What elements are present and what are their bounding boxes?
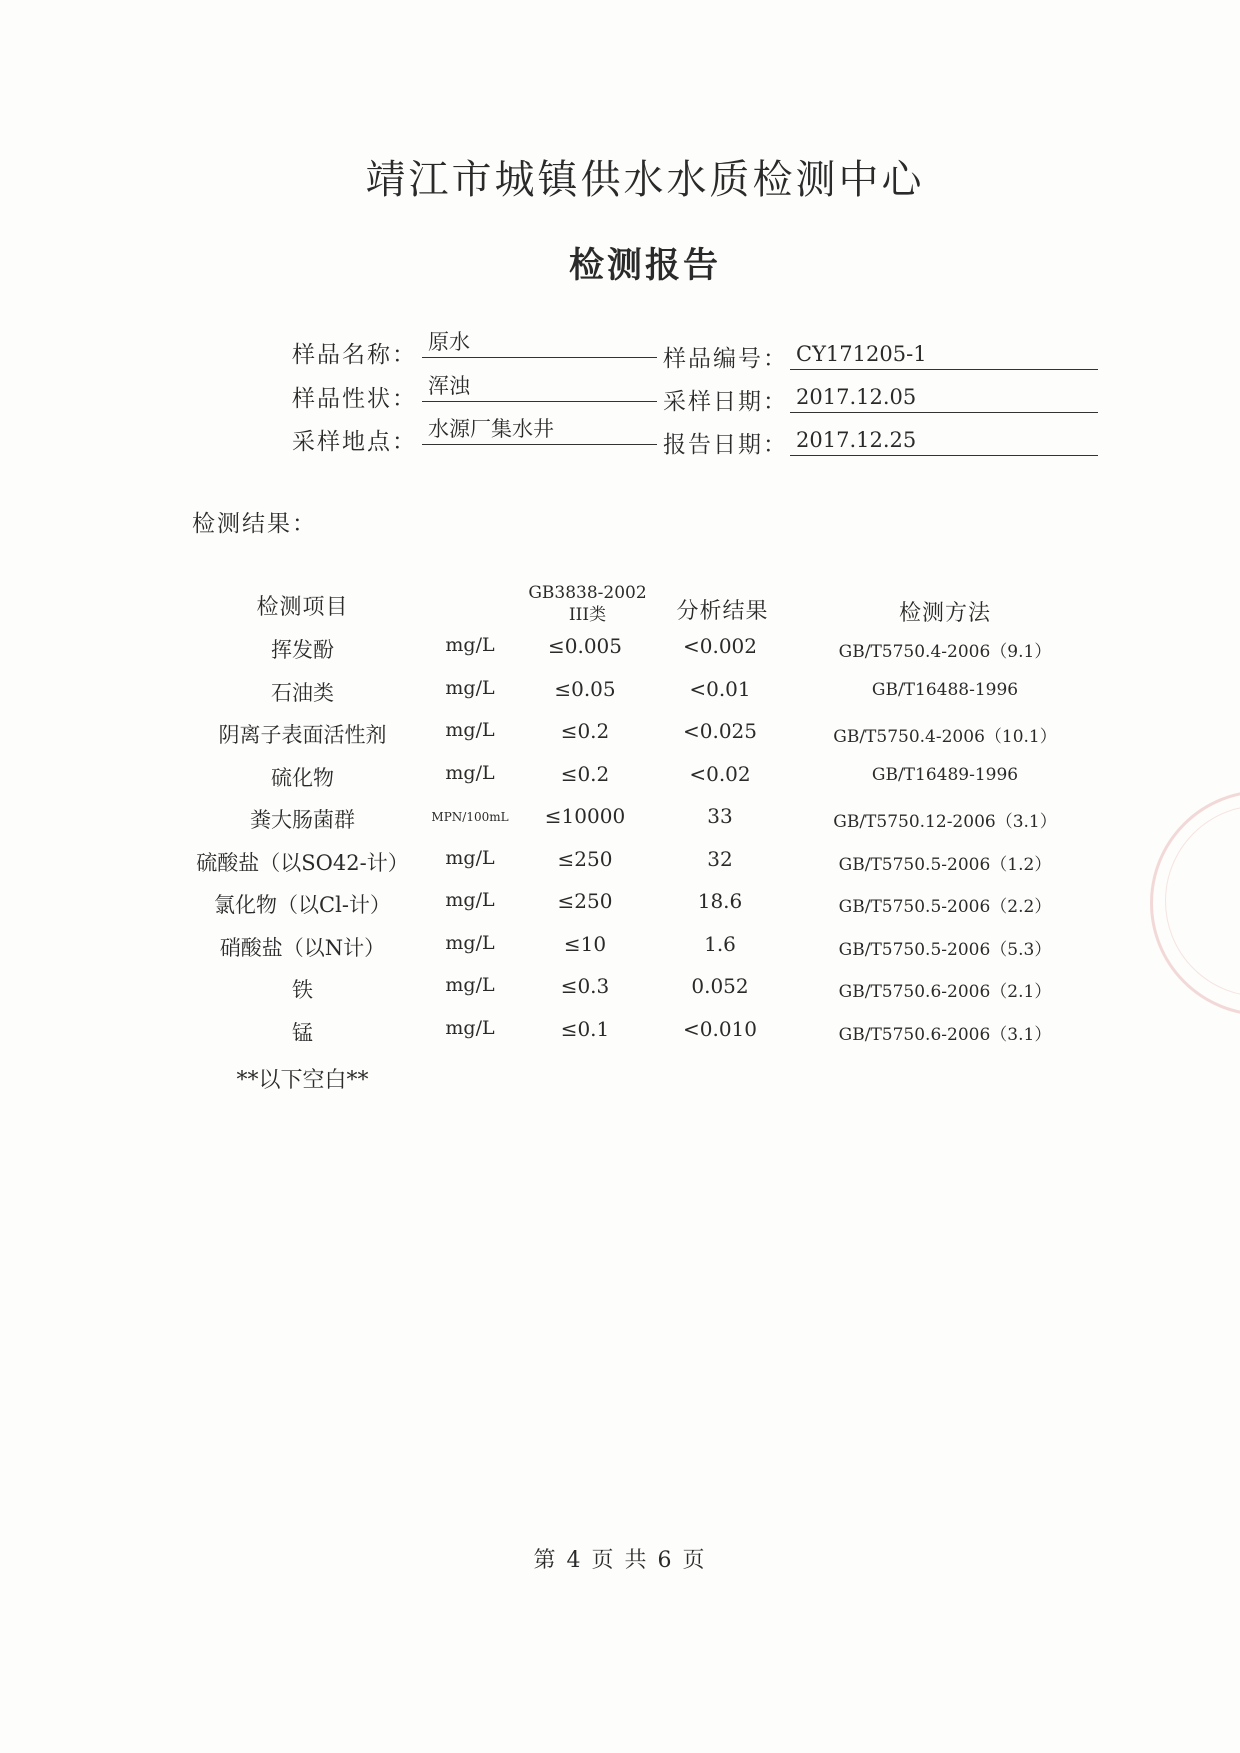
cell-item: 氯化物（以Cl-计） — [214, 893, 391, 917]
cell-method: GB/T5750.6-2006（3.1） — [838, 1024, 1052, 1045]
cell-standard: ≤0.3 — [560, 974, 610, 998]
cell-standard: ≤250 — [557, 846, 613, 871]
cell-method: GB/T5750.5-2006（5.3） — [838, 939, 1052, 960]
cell-result: <0.01 — [689, 676, 751, 701]
cell-result: 33 — [707, 804, 733, 828]
sampling-date-value: 2017.12.05 — [790, 385, 1098, 413]
table-row — [0, 804, 1240, 846]
cell-method: GB/T5750.5-2006（1.2） — [838, 854, 1052, 875]
table-row — [0, 677, 1240, 719]
cell-item: 硝酸盐（以N计） — [219, 935, 386, 960]
cell-result: 0.052 — [691, 974, 749, 998]
cell-method: GB/T5750.4-2006（10.1） — [833, 727, 1057, 747]
cell-method: GB/T5750.5-2006（2.2） — [838, 897, 1052, 917]
table-row — [0, 634, 1240, 676]
report-date-label: 报告日期： — [663, 432, 788, 458]
cell-item: 铁 — [292, 978, 313, 1002]
cell-item: 硫化物 — [271, 765, 334, 790]
cell-method: GB/T5750.6-2006（2.1） — [838, 982, 1052, 1002]
table-row — [0, 889, 1240, 931]
cell-standard: ≤250 — [557, 889, 613, 913]
cell-result: <0.010 — [682, 1016, 757, 1041]
cell-method: GB/T5750.4-2006（9.1） — [838, 642, 1052, 662]
sampling-location-value: 水源厂集水井 — [422, 417, 657, 445]
page-number-footer: 第 4 页 共 6 页 — [533, 1548, 707, 1573]
sample-property-label: 样品性状： — [292, 386, 417, 412]
cell-standard: ≤10 — [563, 931, 607, 956]
table-row — [0, 932, 1240, 974]
cell-item: 硫酸盐（以SO42-计） — [196, 850, 409, 875]
blank-below-note: **以下空白** — [236, 1068, 369, 1093]
report-date-value: 2017.12.25 — [790, 428, 1098, 456]
cell-method: GB/T16489-1996 — [871, 764, 1019, 785]
cell-item: 锰 — [292, 1020, 313, 1045]
cell-standard: ≤0.1 — [560, 1016, 610, 1041]
sample-property-value: 浑浊 — [422, 374, 657, 402]
sample-name-value: 原水 — [422, 330, 657, 358]
cell-unit: MPN/100mL — [431, 810, 509, 824]
cell-unit: mg/L — [445, 931, 495, 954]
report-title: 检测报告 — [568, 245, 721, 286]
sampling-location-label: 采样地点： — [292, 429, 417, 455]
cell-method: GB/T5750.12-2006（3.1） — [833, 812, 1057, 832]
cell-result: <0.02 — [689, 761, 751, 786]
table-row — [0, 719, 1240, 761]
cell-result: <0.025 — [682, 719, 757, 743]
cell-unit: mg/L — [445, 846, 495, 869]
cell-unit: mg/L — [445, 719, 495, 741]
results-section-label: 检测结果： — [192, 511, 317, 537]
table-row — [0, 762, 1240, 804]
cell-unit: mg/L — [445, 974, 495, 996]
header-method: 检测方法 — [898, 601, 991, 626]
cell-standard: ≤0.005 — [547, 634, 622, 658]
sample-number-label: 样品编号： — [663, 346, 788, 372]
cell-unit: mg/L — [445, 634, 495, 656]
cell-result: <0.002 — [682, 634, 757, 658]
cell-unit: mg/L — [445, 676, 495, 699]
cell-item: 阴离子表面活性剂 — [218, 723, 387, 747]
sampling-date-label: 采样日期： — [663, 389, 788, 415]
table-row — [0, 974, 1240, 1016]
header-standard-line1: GB3838-2002 — [528, 583, 647, 603]
cell-standard: ≤10000 — [544, 804, 626, 828]
cell-unit: mg/L — [445, 1016, 495, 1039]
cell-unit: mg/L — [445, 889, 495, 911]
cell-result: 32 — [707, 846, 733, 871]
table-row — [0, 847, 1240, 889]
sample-number-value: CY171205-1 — [790, 342, 1098, 370]
header-standard-line2: III类 — [568, 605, 607, 625]
organization-title: 靖江市城镇供水水质检测中心 — [365, 157, 925, 203]
cell-unit: mg/L — [445, 761, 495, 784]
cell-standard: ≤0.2 — [560, 761, 610, 786]
header-standard — [525, 582, 650, 626]
cell-item: 挥发酚 — [271, 638, 334, 662]
cell-result: 1.6 — [704, 931, 736, 956]
table-row — [0, 1017, 1240, 1059]
cell-item: 粪大肠菌群 — [250, 808, 355, 832]
cell-method: GB/T16488-1996 — [871, 679, 1019, 700]
sample-name-label: 样品名称： — [292, 342, 417, 368]
cell-result: 18.6 — [697, 889, 743, 913]
header-result: 分析结果 — [676, 599, 769, 624]
cell-standard: ≤0.05 — [554, 676, 616, 701]
cell-standard: ≤0.2 — [560, 719, 610, 743]
cell-item: 石油类 — [271, 680, 334, 705]
header-item: 检测项目 — [256, 595, 349, 620]
